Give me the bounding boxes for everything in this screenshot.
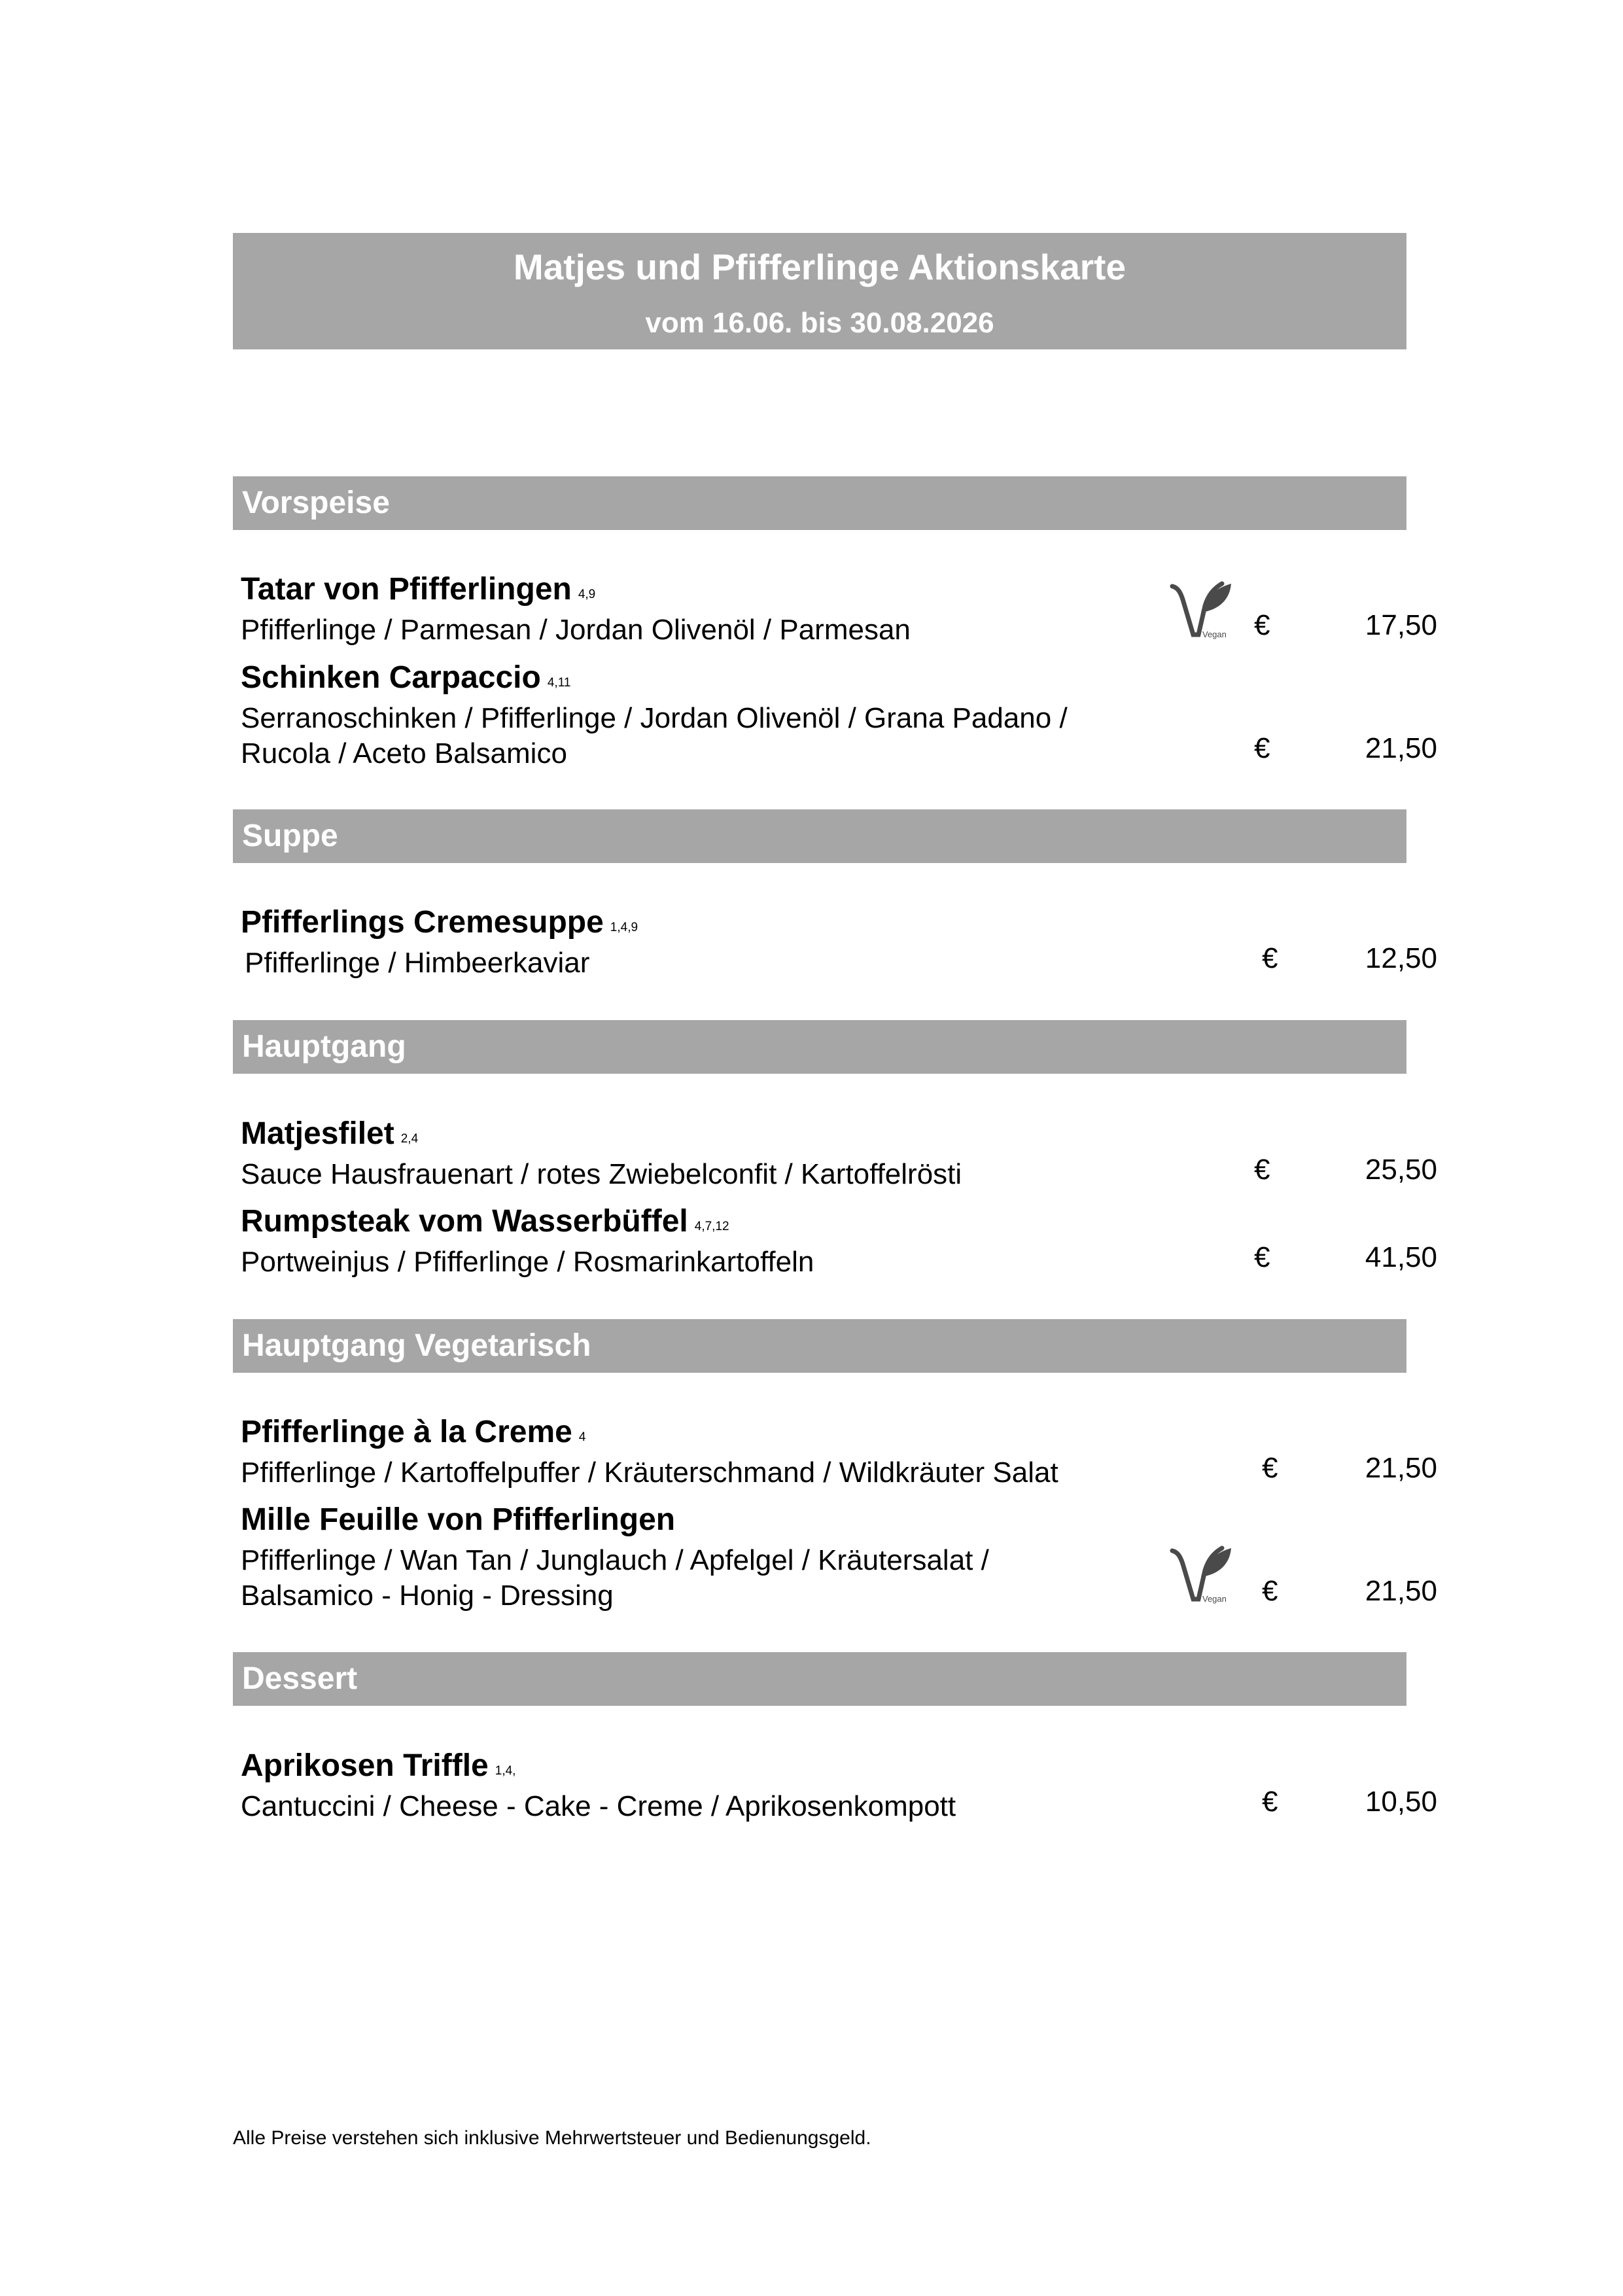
item-name: Matjesfilet	[241, 1116, 394, 1151]
item-price: 21,50	[1365, 1452, 1437, 1484]
allergen-codes: 1,4,9	[610, 921, 638, 934]
vegan-label: Vegan	[1202, 629, 1227, 639]
allergen-codes: 4	[578, 1430, 586, 1444]
item-price: 41,50	[1365, 1241, 1437, 1273]
allergen-codes: 1,4,	[495, 1764, 516, 1778]
item-description: Cantuccini / Cheese - Cake - Creme / Aprikosenkompott	[241, 1790, 956, 1822]
menu-item-pfifferlings-cremesuppe	[241, 905, 1406, 981]
section-header-suppe: Suppe	[233, 809, 1406, 863]
item-name: Tatar von Pfifferlingen	[241, 572, 572, 607]
menu-item-schinken-carpaccio	[241, 660, 1406, 771]
footer-note: Alle Preise verstehen sich inklusive Mehrwertsteuer und Bedienungsgeld.	[233, 2127, 871, 2149]
currency-symbol: €	[1262, 1575, 1278, 1607]
allergen-codes: 4,9	[578, 588, 596, 601]
item-price: 12,50	[1365, 942, 1437, 974]
page-subtitle: vom 16.06. bis 30.08.2026	[645, 307, 994, 339]
currency-symbol: €	[1254, 732, 1270, 764]
currency-symbol: €	[1262, 1452, 1278, 1484]
item-name: Mille Feuille von Pfifferlingen	[241, 1502, 676, 1537]
item-name: Pfifferlinge à la Creme	[241, 1415, 572, 1449]
allergen-codes: 4,11	[547, 676, 571, 690]
currency-symbol: €	[1254, 1241, 1270, 1273]
allergen-codes: 2,4	[400, 1132, 419, 1146]
currency-symbol: €	[1262, 942, 1278, 974]
section-header-hauptgang: Hauptgang	[233, 1020, 1406, 1074]
item-description: Pfifferlinge / Himbeerkaviar	[245, 947, 590, 979]
menu-item-rumpsteak	[241, 1204, 1406, 1280]
menu-item-matjesfilet	[241, 1116, 1406, 1192]
vegan-icon	[1168, 580, 1234, 643]
item-price: 17,50	[1365, 609, 1437, 641]
allergen-codes: 4,7,12	[694, 1220, 729, 1233]
item-price: 10,50	[1365, 1786, 1437, 1818]
item-name: Aprikosen Triffle	[241, 1748, 489, 1783]
item-price: 21,50	[1365, 732, 1437, 764]
section-header-dessert: Dessert	[233, 1652, 1406, 1706]
item-price: 25,50	[1365, 1154, 1437, 1186]
item-description: Balsamico - Honig - Dressing	[241, 1580, 614, 1612]
item-name: Pfifferlings Cremesuppe	[241, 905, 604, 940]
item-description: Pfifferlinge / Kartoffelpuffer / Kräuterschmand / Wildkräuter Salat	[241, 1457, 1058, 1489]
menu-item-aprikosen-triffle	[241, 1748, 1406, 1824]
currency-symbol: €	[1262, 1786, 1278, 1818]
item-name: Schinken Carpaccio	[241, 660, 541, 695]
vegan-icon	[1168, 1544, 1234, 1607]
vegan-label: Vegan	[1202, 1594, 1227, 1604]
item-description: Sauce Hausfrauenart / rotes Zwiebelconfit / Kartoffelrösti	[241, 1158, 962, 1190]
item-description: Portweinjus / Pfifferlinge / Rosmarinkartoffeln	[241, 1246, 814, 1278]
item-description: Pfifferlinge / Parmesan / Jordan Olivenöl / Parmesan	[241, 614, 911, 646]
section-header-hauptgang-vegetarisch: Hauptgang Vegetarisch	[233, 1319, 1406, 1373]
item-description: Pfifferlinge / Wan Tan / Junglauch / Apfelgel / Kräutersalat /	[241, 1544, 989, 1576]
menu-item-pfifferlinge-a-la-creme	[241, 1415, 1406, 1491]
item-description: Rucola / Aceto Balsamico	[241, 737, 567, 769]
item-name: Rumpsteak vom Wasserbüffel	[241, 1204, 688, 1239]
currency-symbol: €	[1254, 1154, 1270, 1186]
item-price: 21,50	[1365, 1575, 1437, 1607]
section-header-vorspeise: Vorspeise	[233, 476, 1406, 530]
currency-symbol: €	[1254, 609, 1270, 641]
header-banner	[233, 233, 1406, 349]
page-title: Matjes und Pfifferlinge Aktionskarte	[513, 247, 1126, 287]
item-description: Serranoschinken / Pfifferlinge / Jordan Olivenöl / Grana Padano /	[241, 702, 1068, 734]
